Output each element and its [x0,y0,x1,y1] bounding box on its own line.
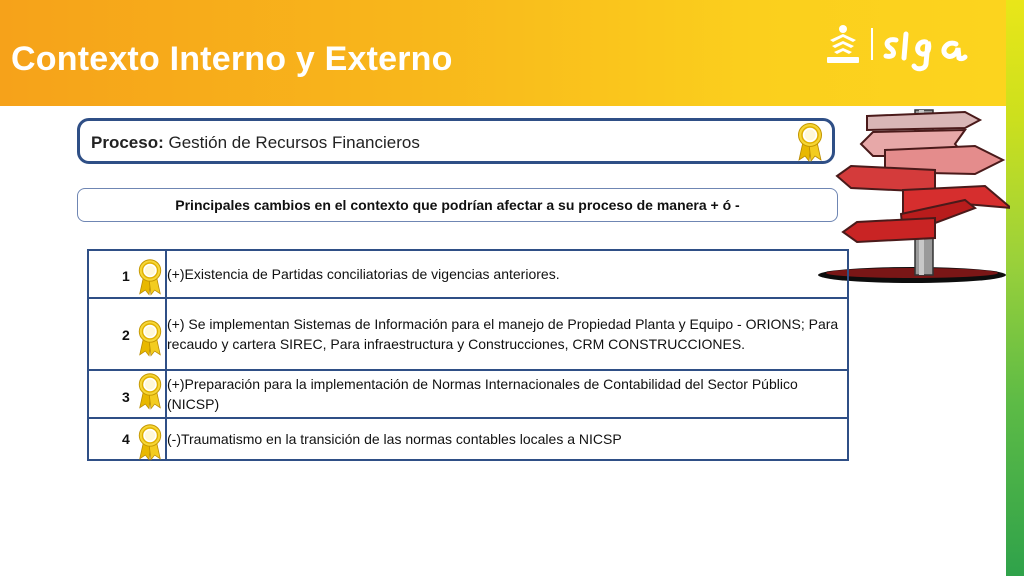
changes-table [87,249,849,461]
item-number: 2 [122,327,130,343]
table-row [88,298,848,370]
changes-heading: Principales cambios en el contexto que podrían afectar a su proceso de manera + ó - [77,188,838,222]
item-text: (+) Se implementan Sistemas de Información para el manejo de Propiedad Planta y Equipo - ORIONS; Para recaudo y cartera SIREC, Para infraestructura y Construcciones, CRM CONSTRUCCIONES. [166,298,848,370]
siga-logo-icon [886,34,965,69]
item-number: 3 [122,389,130,405]
item-text: (+)Existencia de Partidas conciliatorias de vigencias anteriores. [166,250,848,298]
award-ribbon-icon [136,258,164,296]
item-number-cell [88,418,166,460]
item-text: (-)Traumatismo en la transición de las normas contables locales a NICSP [166,418,848,460]
item-number: 1 [122,268,130,284]
process-text [91,133,420,153]
item-number: 4 [122,431,130,447]
logo-divider [871,28,873,60]
sena-logo-icon [827,25,859,63]
process-box [77,118,835,164]
item-text: (+)Preparación para la implementación de Normas Internacionales de Contabilidad del Sector Público (NICSP) [166,370,848,418]
item-number-cell [88,250,166,298]
process-label: Proceso: [91,133,164,152]
award-ribbon-icon [136,372,164,410]
award-ribbon-icon [136,423,164,461]
table-row [88,418,848,460]
process-value: Gestión de Recursos Financieros [168,133,420,152]
item-number-cell [88,370,166,418]
award-ribbon-icon [136,319,164,357]
slide-title: Contexto Interno y Externo [11,40,453,78]
item-number-cell [88,298,166,370]
table-row [88,250,848,298]
sena-siga-logo [826,22,976,72]
table-row [88,370,848,418]
